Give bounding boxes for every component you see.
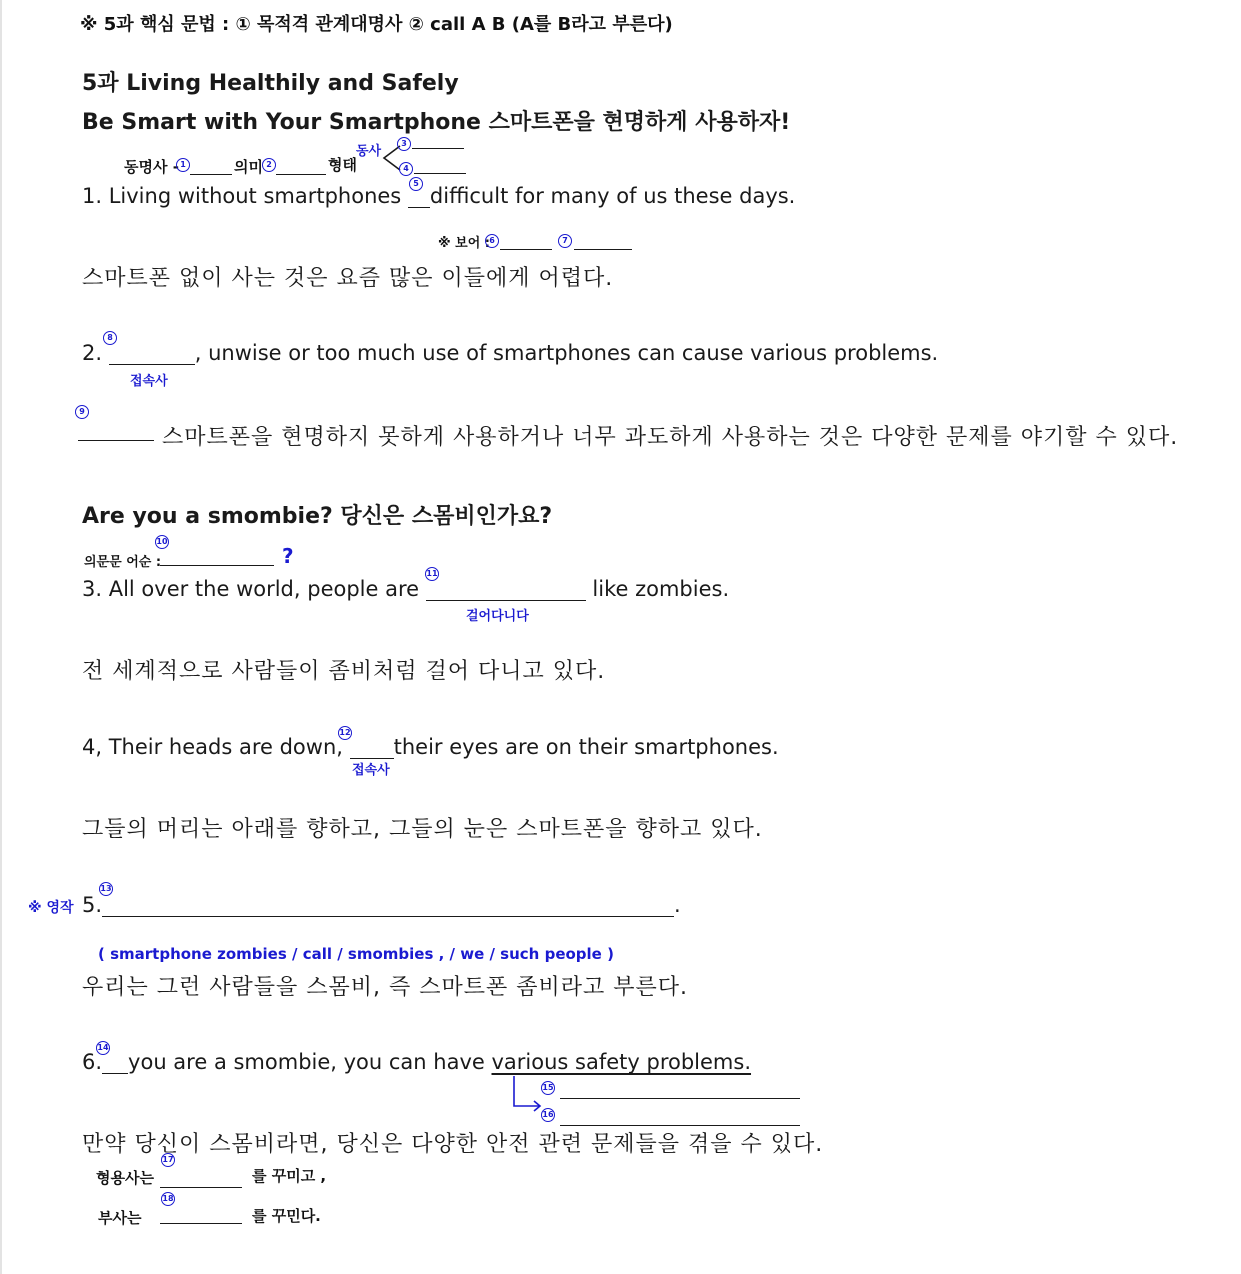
annot-conj-2: 접속사 [130,374,168,389]
korean-6: 만약 당신이 스몸비라면, 당신은 다양한 안전 관련 문제들을 겪을 수 있다. [82,1132,824,1157]
sentence-4: 4, Their heads are down, their eyes are on their smartphones. [82,735,779,759]
korean-4: 그들의 머리는 아래를 향하고, 그들의 눈은 스마트폰을 향하고 있다. [82,817,763,842]
num-circle-9: 9 [75,405,89,419]
sentence-6: 6. you are a smombie, you can have various safety problems. [82,1050,752,1074]
annot-adjective: 형용사는 [96,1169,154,1187]
num-circle-3: 3 [397,137,411,151]
underlined-phrase: various safety problems. [491,1050,752,1074]
annot-adverb: 부사는 [98,1209,142,1227]
annot-compose: ※ 영작 [28,900,74,916]
num-circle-2: 2 [262,158,276,172]
num-circle-16: 16 [541,1108,555,1122]
word-hint: ( smartphone zombies / call / smombies , / we / such people ) [98,945,614,963]
blank-4 [414,173,466,174]
annot-gerund: 동명사 - [124,158,179,176]
num-circle-15: 15 [541,1081,555,1095]
blank-15 [560,1098,800,1099]
annot-verb: 동사 [356,144,382,159]
num-circle-11: 11 [425,567,439,581]
sentence-5: 5. . [82,893,681,917]
blank-3 [412,148,464,149]
korean-3: 전 세계적으로 사람들이 좀비처럼 걸어 다니고 있다. [82,659,606,684]
grammar-note: ※ 5과 핵심 문법 : ① 목적격 관계대명사 ② call A B (A를 B라고 부른다) [80,14,673,35]
blank-8 [109,344,195,365]
num-circle-6: 6 [485,234,499,248]
num-circle-12: 12 [338,726,352,740]
blank-11 [426,580,586,601]
annot-meaning: 의미 [234,158,263,176]
korean-1: 스마트폰 없이 사는 것은 요즘 많은 이들에게 어렵다. [82,266,614,291]
num-circle-1: 1 [176,158,190,172]
num-circle-5: 5 [409,177,423,191]
page-border [0,0,2,1274]
blank-9 [78,440,154,441]
num-circle-14: 14 [96,1041,110,1055]
sentence-1: 1. Living without smartphones difficult for many of us these days. [82,184,796,208]
sentence-3: 3. All over the world, people are like zombies. [82,577,730,601]
section-heading-smombie: Are you a smombie? 당신은 스몸비인가요? [82,504,553,529]
annot-conj-4: 접속사 [352,763,390,778]
blank-13 [102,896,674,917]
num-circle-18: 18 [161,1192,175,1206]
blank-16 [560,1125,800,1126]
num-circle-8: 8 [103,331,117,345]
lesson-title: 5과 Living Healthily and Safely [82,71,459,96]
korean-2: 스마트폰을 현명하지 못하게 사용하거나 너무 과도하게 사용하는 것은 다양한 문제를 야기할 수 있다. [162,425,1179,450]
num-circle-4: 4 [399,162,413,176]
question-mark: ? [282,544,294,568]
annot-adverb-end: 를 꾸민다. [252,1207,321,1225]
annot-walk: 걸어다니다 [466,609,529,624]
sentence-2: 2. , unwise or too much use of smartphones can cause various problems. [82,341,939,365]
blank-12 [350,738,394,759]
annot-complement: ※ 보어 : [438,236,491,251]
annot-question-order: 의문문 어순 : [84,555,162,570]
blank-17 [160,1187,242,1188]
num-circle-13: 13 [99,882,113,896]
num-circle-7: 7 [558,234,572,248]
blank-1 [190,174,232,175]
num-circle-17: 17 [161,1153,175,1167]
blank-14 [102,1053,128,1074]
blank-18 [160,1223,242,1224]
korean-5: 우리는 그런 사람들을 스몸비, 즉 스마트폰 좀비라고 부른다. [82,975,688,1000]
blank-5 [408,187,430,208]
blank-2 [276,174,326,175]
blank-6 [500,249,552,250]
annot-form: 형태 [328,156,357,174]
lesson-subtitle: Be Smart with Your Smartphone 스마트폰을 현명하게 사용하자! [82,110,791,135]
blank-10 [160,565,274,566]
annot-adjective-end: 를 꾸미고 , [252,1167,327,1185]
blank-7 [574,249,632,250]
num-circle-10: 10 [155,535,169,549]
